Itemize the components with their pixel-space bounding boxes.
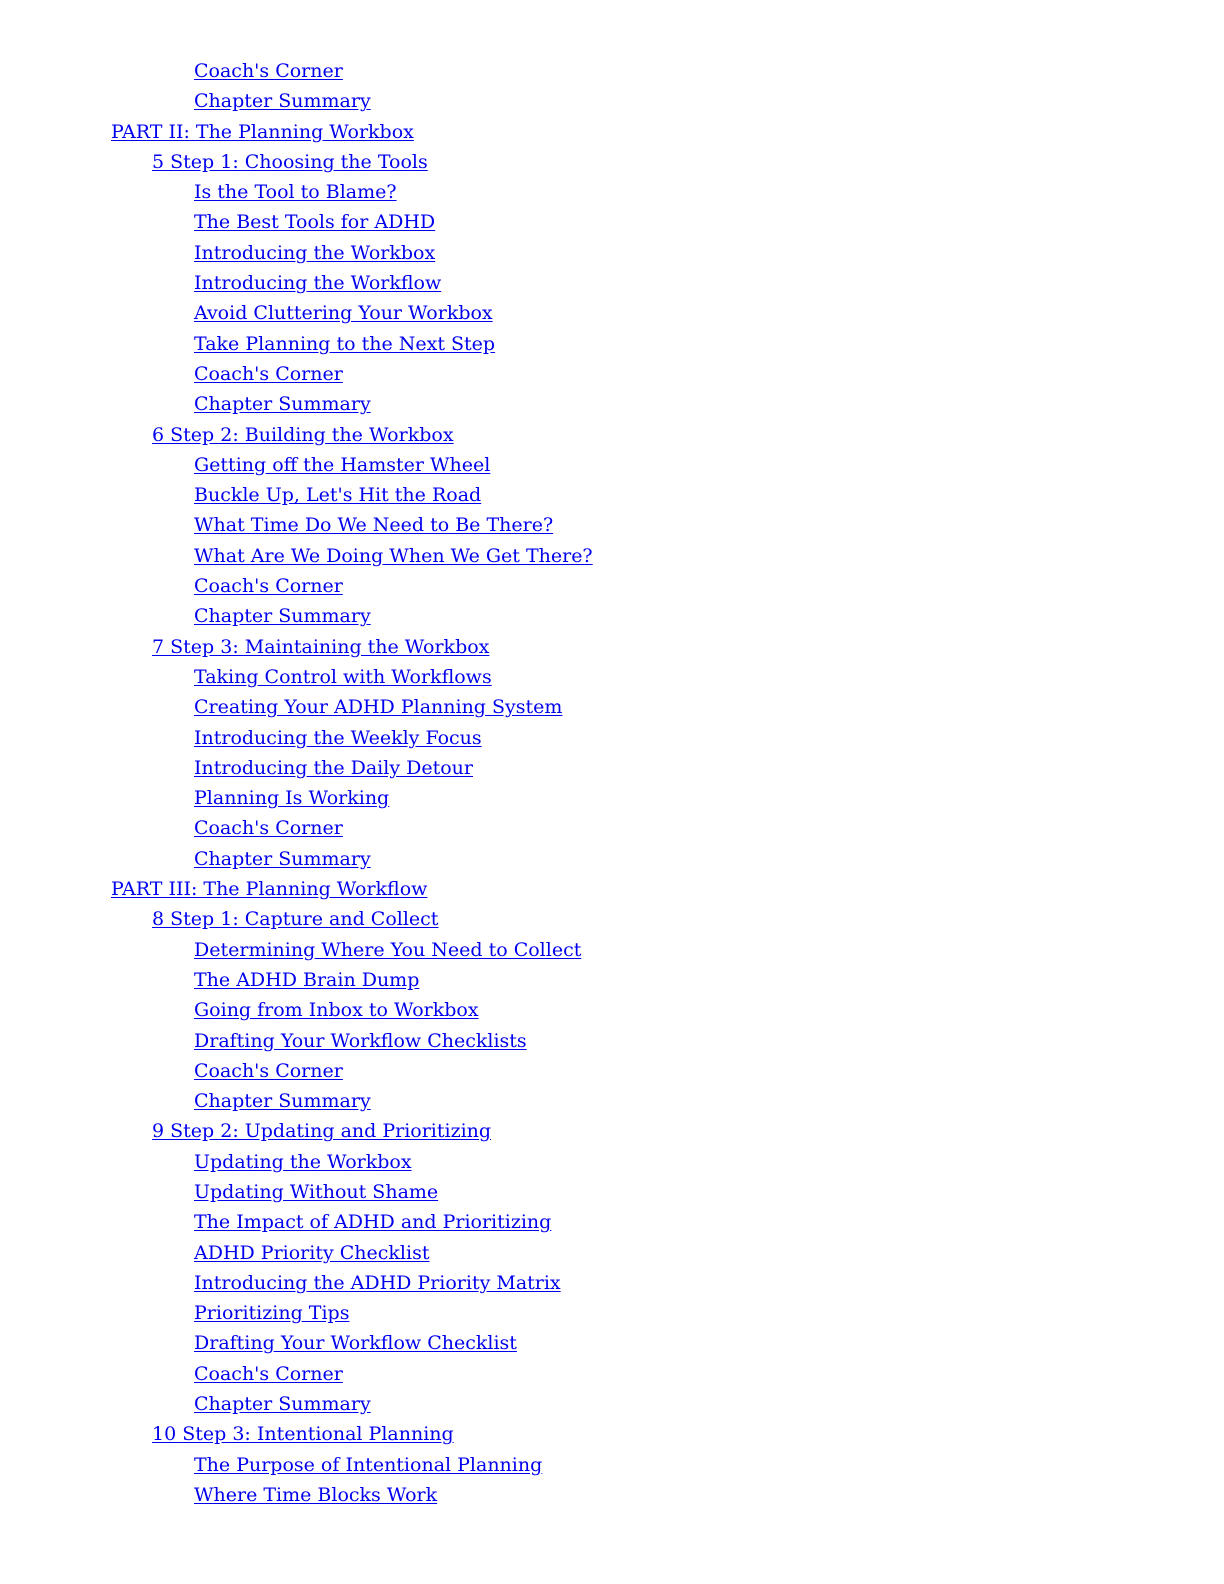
toc-section-entry [0, 783, 1224, 813]
toc-section-entry [0, 601, 1224, 631]
toc-section-entry [0, 177, 1224, 207]
toc-section-link[interactable]: Take Planning to the Next Step [194, 332, 496, 355]
toc-section-entry [0, 1389, 1224, 1419]
toc-section-link[interactable]: The Impact of ADHD and Prioritizing [194, 1211, 552, 1234]
toc-section-link[interactable]: Introducing the Workflow [194, 272, 442, 295]
toc-chapter-entry [0, 147, 1224, 177]
toc-chapter-link[interactable]: 10 Step 3: Intentional Planning [152, 1423, 454, 1446]
toc-section-link[interactable]: Where Time Blocks Work [194, 1483, 438, 1506]
toc-section-link[interactable]: Chapter Summary [194, 605, 371, 628]
toc-section-entry [0, 510, 1224, 540]
table-of-contents [0, 56, 1224, 1510]
toc-chapter-link[interactable]: 7 Step 3: Maintaining the Workbox [152, 635, 490, 658]
toc-section-link[interactable]: Coach's Corner [194, 60, 343, 82]
toc-section-link[interactable]: Avoid Cluttering Your Workbox [194, 302, 493, 325]
toc-section-entry [0, 995, 1224, 1025]
toc-section-entry [0, 1359, 1224, 1389]
toc-section-link[interactable]: Introducing the ADHD Priority Matrix [194, 1271, 561, 1294]
toc-section-entry [0, 480, 1224, 510]
toc-section-entry [0, 238, 1224, 268]
toc-section-link[interactable]: Planning Is Working [194, 787, 390, 810]
toc-section-entry [0, 56, 1224, 86]
toc-section-link[interactable]: Coach's Corner [194, 1059, 343, 1082]
toc-section-link[interactable]: The Purpose of Intentional Planning [194, 1453, 543, 1476]
toc-section-entry [0, 207, 1224, 237]
toc-chapter-link[interactable]: 6 Step 2: Building the Workbox [152, 423, 454, 446]
toc-section-link[interactable]: Coach's Corner [194, 575, 343, 598]
toc-section-link[interactable]: The Best Tools for ADHD [194, 211, 436, 234]
toc-section-entry [0, 450, 1224, 480]
toc-section-link[interactable]: Updating the Workbox [194, 1150, 412, 1173]
toc-section-entry [0, 541, 1224, 571]
toc-section-link[interactable]: Prioritizing Tips [194, 1302, 350, 1325]
toc-chapter-link[interactable]: 8 Step 1: Capture and Collect [152, 908, 439, 931]
toc-section-entry [0, 1298, 1224, 1328]
toc-section-entry [0, 359, 1224, 389]
toc-section-entry [0, 329, 1224, 359]
toc-section-link[interactable]: Drafting Your Workflow Checklist [194, 1332, 517, 1355]
toc-section-link[interactable]: Introducing the Workbox [194, 241, 436, 264]
toc-section-link[interactable]: Introducing the Weekly Focus [194, 726, 482, 749]
toc-chapter-entry [0, 420, 1224, 450]
toc-section-link[interactable]: Chapter Summary [194, 1090, 371, 1113]
toc-section-entry [0, 298, 1224, 328]
toc-section-link[interactable]: Getting off the Hamster Wheel [194, 453, 491, 476]
toc-section-entry [0, 1238, 1224, 1268]
toc-part-entry [0, 117, 1224, 147]
toc-chapter-entry [0, 1419, 1224, 1449]
toc-section-link[interactable]: Creating Your ADHD Planning System [194, 696, 563, 719]
toc-section-entry [0, 571, 1224, 601]
toc-section-link[interactable]: Chapter Summary [194, 1393, 371, 1416]
toc-section-entry [0, 1268, 1224, 1298]
toc-section-link[interactable]: Coach's Corner [194, 362, 343, 385]
toc-chapter-link[interactable]: 9 Step 2: Updating and Prioritizing [152, 1120, 492, 1143]
toc-section-entry [0, 692, 1224, 722]
toc-section-entry [0, 844, 1224, 874]
toc-section-entry [0, 723, 1224, 753]
toc-section-link[interactable]: Chapter Summary [194, 393, 371, 416]
toc-section-entry [0, 389, 1224, 419]
toc-section-entry [0, 1056, 1224, 1086]
toc-section-entry [0, 813, 1224, 843]
toc-section-entry [0, 1328, 1224, 1358]
toc-section-link[interactable]: The ADHD Brain Dump [194, 968, 420, 991]
toc-section-link[interactable]: Chapter Summary [194, 90, 371, 113]
toc-section-entry [0, 662, 1224, 692]
toc-chapter-entry [0, 632, 1224, 662]
toc-section-link[interactable]: Drafting Your Workflow Checklists [194, 1029, 527, 1052]
toc-section-entry [0, 1026, 1224, 1056]
toc-part-link[interactable]: PART II: The Planning Workbox [111, 120, 414, 143]
toc-section-link[interactable]: Coach's Corner [194, 817, 343, 840]
toc-section-link[interactable]: What Are We Doing When We Get There? [194, 544, 593, 567]
toc-section-link[interactable]: Determining Where You Need to Collect [194, 938, 582, 961]
toc-section-entry [0, 1450, 1224, 1480]
toc-section-entry [0, 753, 1224, 783]
toc-section-link[interactable]: Updating Without Shame [194, 1180, 439, 1203]
toc-section-entry [0, 86, 1224, 116]
toc-section-link[interactable]: Taking Control with Workflows [194, 665, 492, 688]
toc-section-link[interactable]: Is the Tool to Blame? [194, 181, 397, 204]
toc-section-link[interactable]: Buckle Up, Let's Hit the Road [194, 484, 482, 507]
toc-section-entry [0, 935, 1224, 965]
toc-section-entry [0, 1086, 1224, 1116]
toc-section-link[interactable]: What Time Do We Need to Be There? [194, 514, 554, 537]
toc-chapter-entry [0, 1116, 1224, 1146]
toc-section-entry [0, 1177, 1224, 1207]
toc-section-entry [0, 1207, 1224, 1237]
toc-part-entry [0, 874, 1224, 904]
toc-chapter-entry [0, 904, 1224, 934]
toc-section-entry [0, 268, 1224, 298]
toc-section-entry [0, 965, 1224, 995]
toc-section-entry [0, 1147, 1224, 1177]
toc-section-link[interactable]: ADHD Priority Checklist [194, 1241, 430, 1264]
toc-section-link[interactable]: Chapter Summary [194, 847, 371, 870]
toc-section-link[interactable]: Introducing the Daily Detour [194, 756, 473, 779]
toc-part-link[interactable]: PART III: The Planning Workflow [111, 878, 428, 901]
toc-chapter-link[interactable]: 5 Step 1: Choosing the Tools [152, 150, 428, 173]
toc-section-entry [0, 1480, 1224, 1510]
toc-section-link[interactable]: Going from Inbox to Workbox [194, 999, 479, 1022]
toc-section-link[interactable]: Coach's Corner [194, 1362, 343, 1385]
